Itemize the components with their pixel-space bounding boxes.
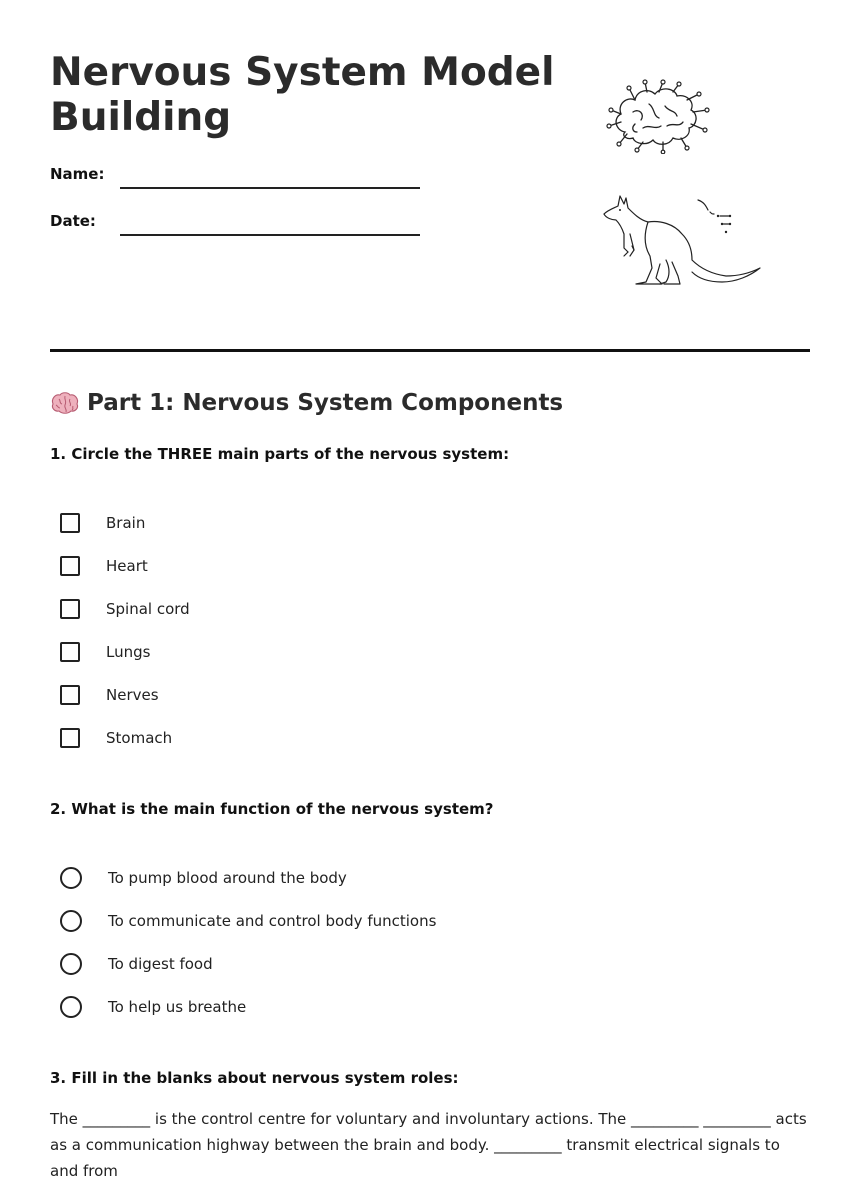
kangaroo-icon <box>600 190 792 290</box>
radio-button[interactable] <box>60 910 82 932</box>
q1-option-brain[interactable] <box>60 511 145 535</box>
part1-title: Part 1: Nervous System Components <box>87 390 564 416</box>
q1-option-spinal-cord[interactable] <box>60 597 190 621</box>
q2-option-pump-blood[interactable] <box>60 866 347 890</box>
checkbox[interactable] <box>60 599 80 619</box>
question-3-prompt: 3. Fill in the blanks about nervous system roles: <box>50 1069 459 1087</box>
brain-icon <box>603 78 715 154</box>
date-blank-line[interactable] <box>120 234 420 236</box>
question-1-prompt: 1. Circle the THREE main parts of the nervous system: <box>50 445 510 463</box>
checkbox[interactable] <box>60 642 80 662</box>
option-label: To digest food <box>108 955 213 973</box>
option-label: Nerves <box>106 686 159 704</box>
checkbox[interactable] <box>60 685 80 705</box>
name-blank-line[interactable] <box>120 187 420 189</box>
name-label: Name: <box>50 165 105 183</box>
option-label: Lungs <box>106 643 151 661</box>
option-label: To communicate and control body functions <box>108 912 437 930</box>
q1-option-lungs[interactable] <box>60 640 150 664</box>
option-label: Stomach <box>106 729 173 747</box>
q1-option-stomach[interactable] <box>60 726 172 750</box>
option-label: To help us breathe <box>108 998 247 1016</box>
checkbox[interactable] <box>60 556 80 576</box>
question-2-prompt: 2. What is the main function of the nervous system? <box>50 800 494 818</box>
radio-button[interactable] <box>60 953 82 975</box>
checkbox[interactable] <box>60 513 80 533</box>
q1-option-heart[interactable] <box>60 554 148 578</box>
option-label: Spinal cord <box>106 600 190 618</box>
option-label: Heart <box>106 557 148 575</box>
option-label: To pump blood around the body <box>108 869 347 887</box>
q2-option-breathe[interactable] <box>60 995 246 1019</box>
date-label: Date: <box>50 212 96 230</box>
q2-option-digest[interactable] <box>60 952 213 976</box>
option-label: Brain <box>106 514 146 532</box>
q2-option-communicate[interactable] <box>60 909 436 933</box>
radio-button[interactable] <box>60 867 82 889</box>
fill-in-blanks-paragraph: The _________ is the control centre for voluntary and involuntary actions. The _________ _________ acts as a communication highway between the brain and body. _________ transmit electrical signals to and from <box>50 1110 807 1180</box>
checkbox[interactable] <box>60 728 80 748</box>
part1-heading <box>50 388 563 418</box>
header-divider <box>50 349 810 352</box>
worksheet-page <box>50 0 810 1180</box>
q1-option-nerves[interactable] <box>60 683 159 707</box>
radio-button[interactable] <box>60 996 82 1018</box>
brain-emoji-icon <box>50 391 80 415</box>
worksheet-title: Nervous System Model Building <box>50 50 555 140</box>
